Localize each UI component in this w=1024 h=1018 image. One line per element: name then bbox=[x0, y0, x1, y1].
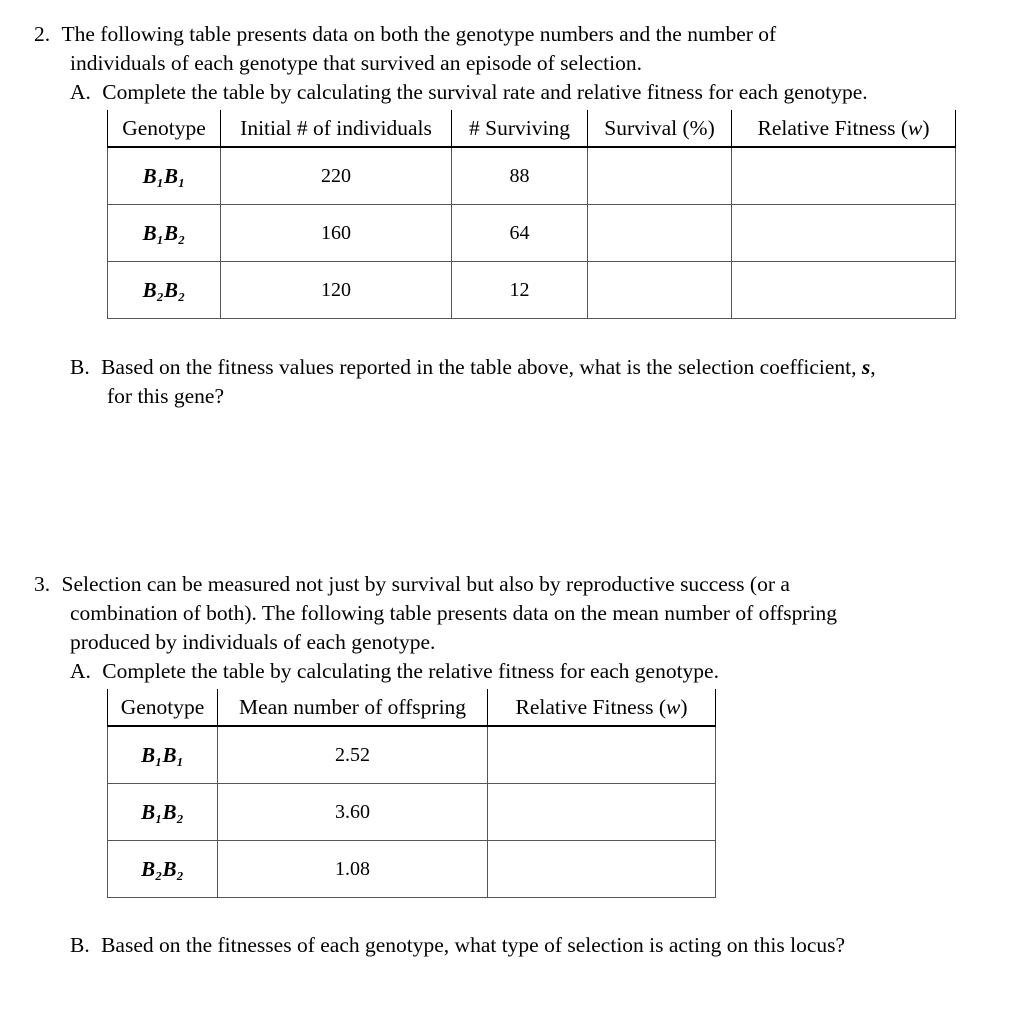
q3-table bbox=[107, 689, 716, 898]
q3-table-header-row bbox=[108, 689, 716, 726]
fitness-answer-cell[interactable] bbox=[488, 841, 716, 898]
offspring-cell: 2.52 bbox=[218, 726, 488, 784]
q2-partB-text1: Based on the fitness values reported in the table above, what is the selection coefficient, s, bbox=[101, 355, 876, 379]
survival-answer-cell[interactable] bbox=[588, 147, 732, 205]
table-row bbox=[108, 841, 716, 898]
q3-line1-text: Selection can be measured not just by survival but also by reproductive success (or a bbox=[61, 572, 790, 596]
q3-partA-text: Complete the table by calculating the relative fitness for each genotype. bbox=[102, 659, 719, 683]
q3-partB-text: Based on the fitnesses of each genotype, what type of selection is acting on this locus? bbox=[101, 933, 846, 957]
q2-intro-line2: individuals of each genotype that survived an episode of selection. bbox=[70, 51, 642, 75]
q2-intro-line1 bbox=[34, 20, 776, 49]
q2-header-surviving: # Surviving bbox=[452, 110, 588, 147]
genotype-cell: B₁B₁ bbox=[108, 147, 221, 205]
q2-partA-label: A. bbox=[70, 80, 91, 104]
fitness-answer-cell[interactable] bbox=[488, 726, 716, 784]
genotype-cell: B₁B₂ bbox=[108, 205, 221, 262]
q2-table-header-row bbox=[108, 110, 956, 147]
fitness-answer-cell[interactable] bbox=[488, 784, 716, 841]
q2-answer-area[interactable] bbox=[107, 420, 967, 550]
q3-answer-area[interactable] bbox=[107, 965, 967, 1010]
table-row bbox=[108, 726, 716, 784]
table-row bbox=[108, 262, 956, 319]
genotype-cell: B₁B₁ bbox=[108, 726, 218, 784]
q2-header-initial: Initial # of individuals bbox=[221, 110, 452, 147]
q2-header-fitness: Relative Fitness (w) bbox=[732, 110, 956, 147]
survival-answer-cell[interactable] bbox=[588, 262, 732, 319]
initial-cell: 220 bbox=[221, 147, 452, 205]
q2-partB-line2: for this gene? bbox=[107, 384, 225, 408]
q2-header-survival: Survival (%) bbox=[588, 110, 732, 147]
q2-partA bbox=[70, 78, 868, 107]
q2-header-genotype: Genotype bbox=[108, 110, 221, 147]
q3-intro-line2: combination of both). The following table presents data on the mean number of offspring bbox=[70, 601, 838, 625]
table-row bbox=[108, 205, 956, 262]
q3-partA bbox=[70, 657, 719, 686]
offspring-cell: 1.08 bbox=[218, 841, 488, 898]
genotype-cell: B₂B₂ bbox=[108, 262, 221, 319]
q3-intro-line1 bbox=[34, 570, 790, 599]
initial-cell: 120 bbox=[221, 262, 452, 319]
q2-number: 2. bbox=[34, 22, 51, 46]
genotype-cell: B₁B₂ bbox=[108, 784, 218, 841]
q3-partB bbox=[70, 931, 845, 960]
survival-answer-cell[interactable] bbox=[588, 205, 732, 262]
q3-header-fitness: Relative Fitness (w) bbox=[488, 689, 716, 726]
q3-intro-line3: produced by individuals of each genotype. bbox=[70, 630, 436, 654]
table-row bbox=[108, 784, 716, 841]
q3-partB-label: B. bbox=[70, 933, 90, 957]
q2-partB-label: B. bbox=[70, 355, 90, 379]
q2-partB-line1 bbox=[70, 353, 876, 382]
surviving-cell: 64 bbox=[452, 205, 588, 262]
offspring-cell: 3.60 bbox=[218, 784, 488, 841]
fitness-answer-cell[interactable] bbox=[732, 147, 956, 205]
q2-partA-text: Complete the table by calculating the survival rate and relative fitness for each genotype. bbox=[102, 80, 868, 104]
initial-cell: 160 bbox=[221, 205, 452, 262]
q2-table bbox=[107, 110, 956, 319]
surviving-cell: 12 bbox=[452, 262, 588, 319]
q3-header-genotype: Genotype bbox=[108, 689, 218, 726]
q3-header-offspring: Mean number of offspring bbox=[218, 689, 488, 726]
q3-number: 3. bbox=[34, 572, 51, 596]
fitness-answer-cell[interactable] bbox=[732, 262, 956, 319]
q2-line1-text: The following table presents data on both the genotype numbers and the number of bbox=[61, 22, 777, 46]
surviving-cell: 88 bbox=[452, 147, 588, 205]
genotype-cell: B₂B₂ bbox=[108, 841, 218, 898]
table-row bbox=[108, 147, 956, 205]
q3-partA-label: A. bbox=[70, 659, 91, 683]
fitness-answer-cell[interactable] bbox=[732, 205, 956, 262]
